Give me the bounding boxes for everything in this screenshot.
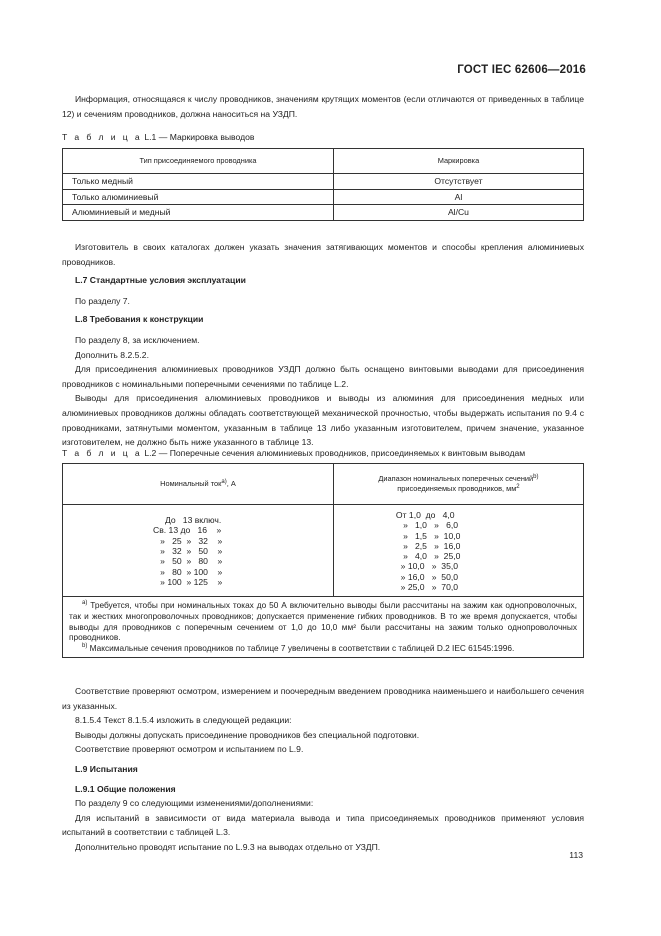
list-item: » 10,0 » 35,0 bbox=[395, 561, 459, 572]
list-item: » 25,0 » 70,0 bbox=[395, 582, 459, 593]
section-l8-p1: По разделу 8, за исключением. bbox=[75, 334, 200, 345]
section-l8-p3: Для присоединения алюминиевых проводников УЗДП должно быть оснащено винтовыми выводами для присоединения проводников с номинальными поперечными сечениями по таблице L.2. bbox=[62, 364, 584, 389]
table-row bbox=[63, 189, 584, 205]
list-item: » 25 » 32 » bbox=[153, 535, 223, 546]
list-item: » 32 » 50 » bbox=[153, 546, 223, 557]
section-l9-title: L.9 Испытания bbox=[75, 763, 138, 774]
table1-container bbox=[62, 148, 584, 221]
list-item: » 80 » 100 » bbox=[153, 566, 223, 577]
list-item: » 1,0 » 6,0 bbox=[395, 520, 459, 531]
table-header-cell: Номинальный ток$^{a)}$, А bbox=[63, 464, 334, 505]
intro-paragraph: Информация, относящаяся к числу проводников, значениям крутящих моментов (если отличаются от приведенных в таблице 12) и сечениям проводников, должна наноситься на УЗДП. bbox=[62, 94, 584, 119]
footnote-b: $^{b)}$ Максимальные сечения проводников по таблице 7 увеличены в соответствии с таблицей D.2 IEC 61545:1996. bbox=[82, 642, 515, 653]
list-item: » 4,0 » 25,0 bbox=[395, 551, 461, 562]
list-item: До 13 включ. bbox=[153, 515, 222, 526]
body-upper bbox=[62, 92, 584, 121]
table-cell: Al/Cu bbox=[333, 205, 583, 221]
footnote-a: $^{a)}$ Требуется, чтобы при номинальных токах до 50 А включительно выводы были рассчитаны на зажим как однопроволочных, так и жестких многопроволочных проводников; допускается применение гибких проводников. В то же время допускается, чтобы выводы для проводников с поперечным сечением от 1,0 до 10,0 мм² были рассчитаны на зажим только однопроволочных проводников. bbox=[69, 600, 577, 643]
list-item: » 100 » 125 » bbox=[153, 576, 223, 587]
table-cell: Только медный bbox=[63, 174, 334, 190]
document-header: ГОСТ IEC 62606—2016 bbox=[457, 64, 586, 76]
section-l7-title: L.7 Стандартные условия эксплуатации bbox=[75, 275, 246, 286]
body-lower bbox=[62, 684, 584, 855]
table-l2 bbox=[62, 463, 584, 658]
table-header-cell: Диапазон номинальных поперечных сечений$^{b)}$ присоединяемых проводников, $мм^2$ bbox=[333, 464, 583, 505]
list-item: » 1,5 » 10,0 bbox=[395, 530, 461, 541]
section-l8-p4: Выводы для присоединения алюминиевых проводников и выводы из алюминия для присоединения медных или алюминиевых проводников должны обладать соответствующей механической прочностью, чтобы выдержать испытания по 9.4 с проводниками, затянутыми моментом, указанным в таблице 13 либо указанным изготовителем, причем значение, указанное изготовителем, не должно быть ниже указанного в таблице 13. bbox=[62, 393, 584, 448]
table-cell: Алюминиевый и медный bbox=[63, 205, 334, 221]
list-item: От 1,0 до 4,0 bbox=[395, 510, 455, 520]
section-l91-p3: Дополнительно проводят испытание по L.9.3 на выводах отдельно от УЗДП. bbox=[75, 841, 381, 852]
list-item: » 16,0 » 50,0 bbox=[395, 571, 459, 582]
table-footnotes-row bbox=[63, 597, 584, 658]
list-item: » 50 » 80 » bbox=[153, 556, 223, 567]
table-header-row bbox=[63, 149, 584, 174]
table-row bbox=[63, 174, 584, 190]
section-ranges-cell bbox=[333, 505, 583, 597]
list-item: » 2,5 » 16,0 bbox=[395, 540, 461, 551]
table-cell: Отсутствует bbox=[333, 174, 583, 190]
clause-8154-text: Выводы должны допускать присоединение проводников без специальной подготовки. bbox=[75, 729, 420, 740]
table2-container bbox=[62, 463, 584, 658]
table-header-cell: Маркировка bbox=[333, 149, 583, 174]
section-l91-p1: По разделу 9 со следующими изменениями/дополнениями: bbox=[75, 798, 314, 809]
clause-8154: 8.1.5.4 Текст 8.1.5.4 изложить в следующей редакции: bbox=[75, 715, 292, 726]
table-cell: Только алюминиевый bbox=[63, 189, 334, 205]
compliance-paragraph: Соответствие проверяют осмотром, измерением и поочередным введением проводника наименьшего и наибольшего сечения из указанных. bbox=[62, 686, 584, 711]
table-l1 bbox=[62, 148, 584, 221]
body-middle bbox=[62, 240, 584, 450]
table-header-cell: Тип присоединяемого проводника bbox=[63, 149, 334, 174]
page-number: 113 bbox=[569, 850, 583, 860]
catalog-paragraph: Изготовитель в своих каталогах должен указать значения затягивающих моментов и способы крепления алюминиевых проводников. bbox=[62, 242, 584, 267]
table2-caption: Т а б л и ц а L.2 — Поперечные сечения алюминиевых проводников, присоединяемых к винтовым выводам bbox=[62, 448, 526, 458]
section-l8-title: L.8 Требования к конструкции bbox=[75, 314, 204, 325]
table1-caption: Т а б л и ц а L.1 — Маркировка выводов bbox=[62, 132, 255, 142]
section-l7-text: По разделу 7. bbox=[75, 295, 130, 306]
compliance-check: Соответствие проверяют осмотром и испытанием по L.9. bbox=[75, 744, 304, 755]
section-l91-title: L.9.1 Общие положения bbox=[75, 783, 176, 794]
section-l91-p2: Для испытаний в зависимости от вида материала вывода и типа присоединяемых проводников применяют условия испытаний в соответствии с таблицей L.3. bbox=[62, 812, 584, 838]
table-footnotes bbox=[63, 597, 584, 658]
current-ranges-cell bbox=[63, 505, 334, 597]
table-row bbox=[63, 205, 584, 221]
list-item: Св. 13 до 16 » bbox=[153, 525, 222, 536]
table-header-row bbox=[63, 464, 584, 505]
section-l8-p2: Дополнить 8.2.5.2. bbox=[75, 349, 149, 360]
table-cell: Al bbox=[333, 189, 583, 205]
table-row bbox=[63, 505, 584, 597]
